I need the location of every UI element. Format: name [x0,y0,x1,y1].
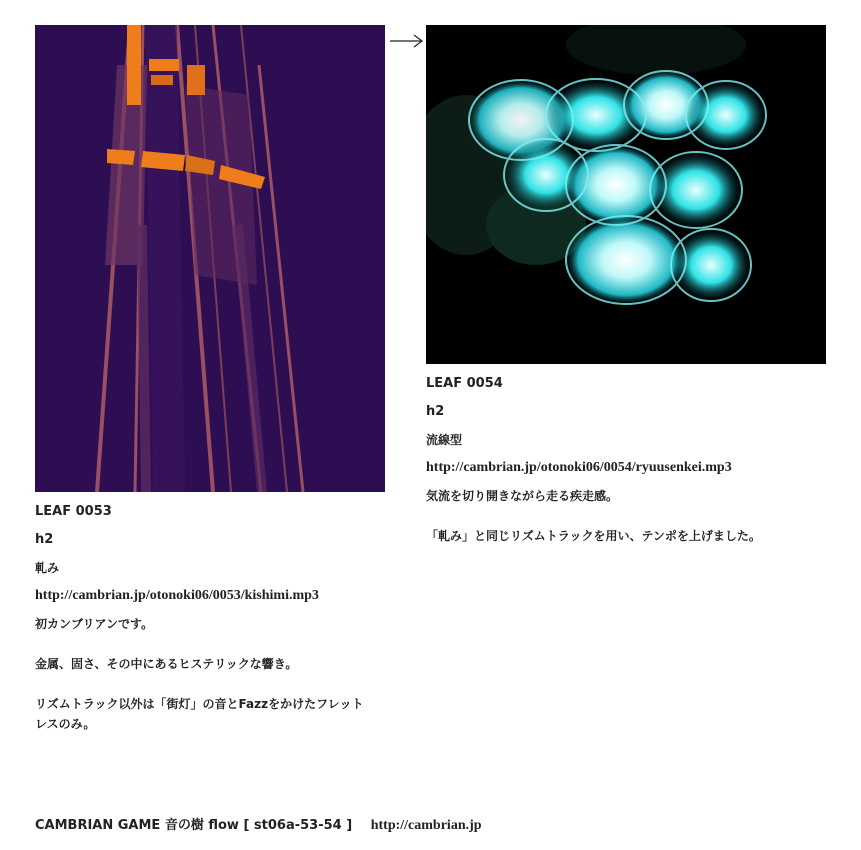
leaf-description [426,486,766,546]
leaf-description-paragraph: 気流を切り開きながら走る疾走感。 [426,489,619,503]
footer-caption: CAMBRIAN GAME 音の樹 flow [ st06a-53-54 ] [35,818,353,833]
leaf-image-0053[interactable] [35,25,385,492]
leaf-description-paragraph: リズムトラック以外は「街灯」の音とFazzをかけたフレットレスのみ。 [35,697,364,731]
tower-artwork-image [35,25,385,492]
leaf-title: LEAF 0054 [426,376,503,391]
arrow-right-icon [390,33,424,49]
leaf-mp3-link[interactable]: http://cambrian.jp/otonoki06/0054/ryuusenkei.mp3 [426,460,732,475]
leaf-description-paragraph: 初カンブリアンです。 [35,617,154,631]
leaf-card-0053 [35,25,415,734]
leaf-description-paragraph: 金属、固さ、その中にあるヒステリックな響き。 [35,657,298,671]
leaf-track-name: 軋み [35,561,60,575]
leaf-track-name: 流線型 [426,433,463,447]
leaf-description-paragraph: 「軋み」と同じリズムトラックを用い、テンポを上げました。 [426,529,761,543]
leaf-card-0054 [426,25,806,546]
glowing-bubbles-image [426,25,826,364]
footer-home-link[interactable]: http://cambrian.jp [370,818,482,833]
page-footer [35,818,482,834]
leaf-mp3-link[interactable]: http://cambrian.jp/otonoki06/0053/kishimi.mp3 [35,588,319,603]
leaf-title: LEAF 0053 [35,504,112,519]
leaf-image-0054[interactable] [426,25,826,364]
leaf-description [35,614,375,734]
leaf-subtitle: h2 [426,404,445,419]
leaf-subtitle: h2 [35,532,54,547]
